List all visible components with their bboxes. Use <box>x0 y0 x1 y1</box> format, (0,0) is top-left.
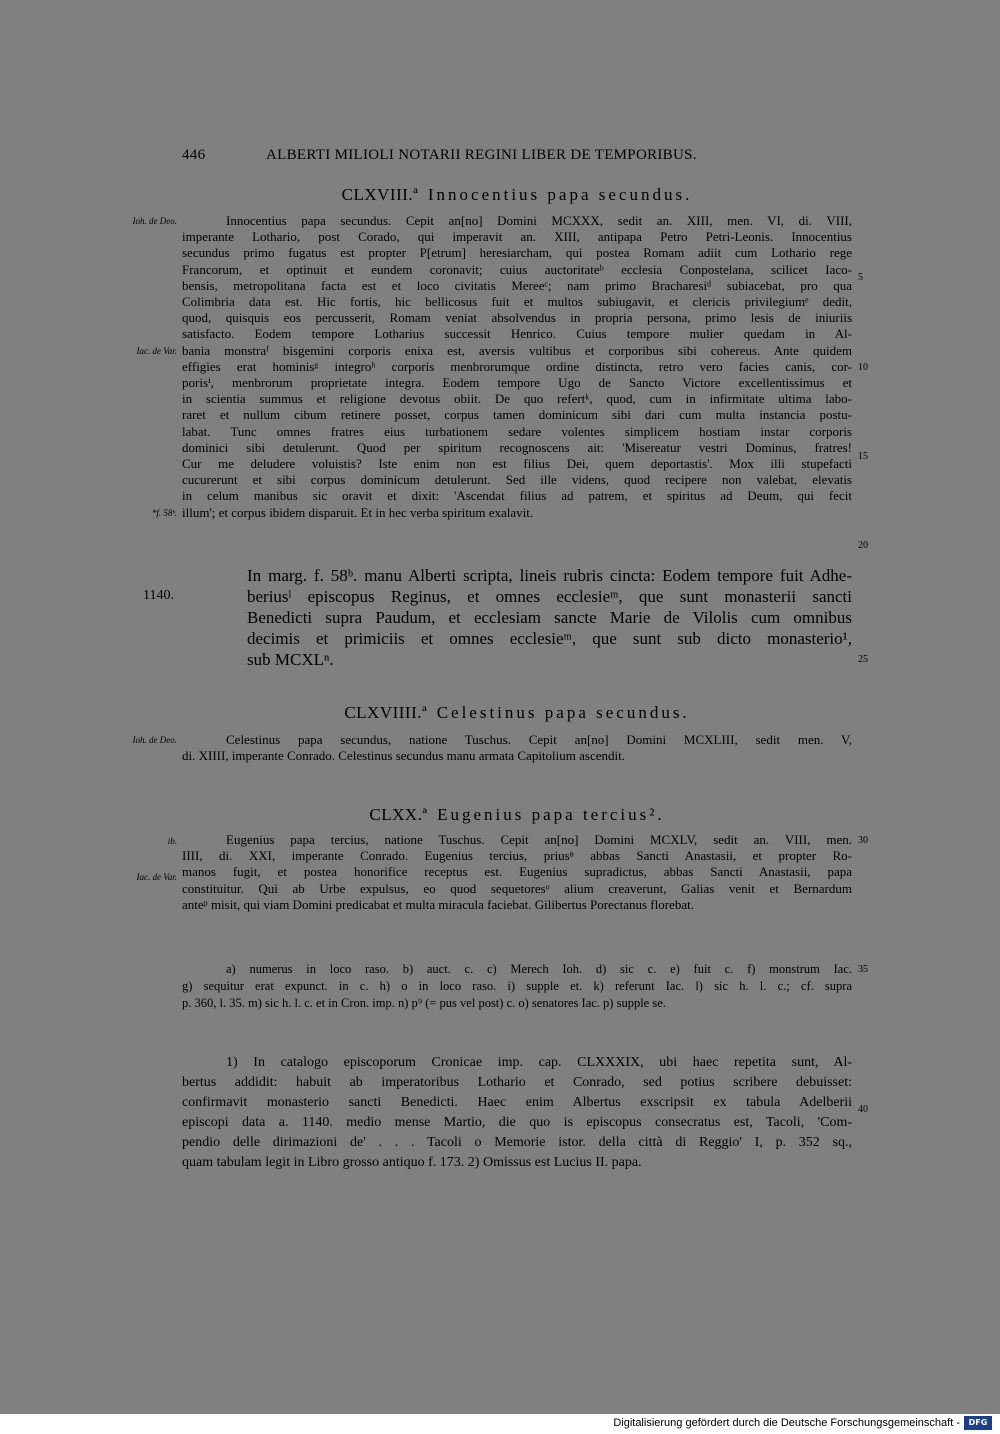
text-line: In marg. f. 58ᵇ. manu Alberti scripta, lineis rubris cincta: Eodem tempore fuit Adhe- <box>247 566 852 585</box>
text-line: Cur me deludere voluistis? Iste enim non est filius Dei, quem deportastis'. Mox illi stupefacti <box>182 456 852 472</box>
text-line: Eugenius papa tercius, natione Tuschus. Cepit an[no] Domini MCXLV, sedit an. VIII, men. <box>226 832 852 847</box>
note-line: confirmavit monasterio sancti Benedicti. Haec enim Albertus exscripsit ex tabula Adelberii <box>182 1095 852 1110</box>
text-line: bensis, metropolitana facta est et loco civitatis Mereeᶜ; nam primo Bracharesiᵈ subiacebat, pro qua <box>182 277 852 293</box>
note-line: g) sequitur erat expunct. in c. h) o in loco raso. i) supple et. k) referunt Iac. l) sic h. l. c.; cf. supra <box>182 979 852 993</box>
text-line: secundus primo fugatus est propter P[etrum] heresiarcham, qui postea Romam adiit cum Lothario rege <box>182 245 852 261</box>
paragraph-celestinus <box>182 732 852 764</box>
note-line: episcopi data a. 1140. medio mense Martio, die quo is episcopus consecratus est, Tacoli, 'Com- <box>182 1115 852 1130</box>
paragraph-innocentius <box>182 213 852 521</box>
heading-number: CLXVIII.ª <box>341 185 419 204</box>
chapter-heading-clxx <box>182 805 852 825</box>
chapter-heading-clxviiii <box>182 703 852 723</box>
text-line: imperante Lothario, post Corado, qui imperavit an. XIII, antipapa Petro Petri-Leonis. Innocentius <box>182 229 852 245</box>
commentary-notes <box>182 1053 852 1173</box>
paragraph-eugenius <box>182 832 852 913</box>
note-line: 1) In catalogo episcoporum Cronicae imp. cap. CLXXXIX, ubi haec repetita sunt, Al- <box>226 1055 852 1070</box>
text-line: di. XIIII, imperante Conrado. Celestinus secundus manu armata Capitolium ascendit. <box>182 748 625 764</box>
line-number: 35 <box>858 964 868 975</box>
text-line: illum'; et corpus ibidem disparuit. Et in hec verba spiritum exalavit. <box>182 504 534 520</box>
text-line: Celestinus papa secundus, natione Tuschus. Cepit an[no] Domini MCXLIII, sedit men. V, <box>226 732 852 747</box>
text-line: constituitur. Qui ab Urbe expulsus, eo quod sequetoresᵒ alium creaverunt, Galias venit et Bernardum <box>182 880 852 896</box>
line-number: 10 <box>858 362 868 373</box>
margin-source: Iac. de Var. <box>136 346 177 356</box>
line-number: 30 <box>858 835 868 846</box>
text-line: Colimbria data est. Hic fortis, hic bellicosus fuit et multos subiugavit, et clericis privilegiumᵉ dedit, <box>182 294 852 310</box>
text-line: IIII, di. XXI, imperante Conrado. Eugenius tercius, priusⁿ abbas Sancti Anastasii, et propter Ro- <box>182 848 852 864</box>
text-line: effigies erat hominisᵍ integroʰ corporis menbrorumque ordine distincta, retro vero facies canis, cor- <box>182 358 852 374</box>
text-line: raret et nullum cibum retinere posset, corpus tamen dominicum sibi dari cum multa instancia postu- <box>182 407 852 423</box>
line-number: 25 <box>858 654 868 665</box>
marginal-insert <box>247 565 852 670</box>
note-line: p. 360, l. 35. m) sic h. l. c. et in Cron. imp. n) p⁹ (= pus vel post) c. o) senatores Iac. p) supple se. <box>182 996 666 1010</box>
running-title: ALBERTI MILIOLI NOTARII REGINI LIBER DE TEMPORIBUS. <box>266 147 697 163</box>
text-line: decimis et primiciis et omnes ecclesieᵐ, que sunt sub dicto monasterio¹, <box>247 629 852 648</box>
text-line: beriusˡ episcopus Reginus, et omnes ecclesieᵐ, que sunt monasterii sancti <box>247 587 852 606</box>
text-line: Innocentius papa secundus. Cepit an[no] Domini MCXXX, sedit an. XIII, men. VI, di. VIII, <box>226 213 852 228</box>
text-line: labat. Tunc omnes fratres eius turbationem sedare volentes simplicem hostiam instar corporis <box>182 423 852 439</box>
note-line: a) numerus in loco raso. b) auct. c. c) Merech Ioh. d) sic c. e) fuit c. f) monstrum Iac. <box>226 962 852 976</box>
page-number: 446 <box>182 147 206 163</box>
text-line: porisⁱ, menbrorum proprietate integra. Eodem tempore Ugo de Sancto Victore excellentissimus et <box>182 375 852 391</box>
note-line: quam tabulam legit in Libro grosso antiquo f. 173. 2) Omissus est Lucius II. papa. <box>182 1155 642 1170</box>
text-line: in scientia summus et religione devotus obiit. De quo refertᵏ, quod, cum in infirmitate ultima labo- <box>182 391 852 407</box>
margin-year: 1140. <box>143 588 174 603</box>
text-line: quod, quisquis eos percusserit, Romam veniat absolvendus in propria persona, primo lesis de iniuriis <box>182 310 852 326</box>
heading-title: Innocentius papa secundus. <box>427 185 693 204</box>
line-number: 40 <box>858 1104 868 1115</box>
text-line: manos fugit, et postea honorifice receptus est. Eugenius supradictus, abbas Sancti Anastasii, papa <box>182 864 852 880</box>
note-line: pendio delle dirimazioni de' . . . Tacoli o Memorie istor. della città di Reggio' I, p. 352 sq., <box>182 1135 852 1150</box>
margin-source: Iac. de Var. <box>136 872 177 882</box>
text-line: sub MCXLⁿ. <box>247 650 334 669</box>
margin-source: Ioh. de Deo. <box>132 735 177 745</box>
text-line: Francorum, et optinuit et eundem coronavit; cuius auctoritateᵇ ecclesia Conpostelana, scilicet Iaco- <box>182 261 852 277</box>
text-line: Benedicti supra Paudum, et ecclesiam sancte Marie de Vilolis cum omnibus <box>247 608 852 627</box>
text-line: satisfacto. Eodem tempore Lotharius successit Henrico. Cuius tempore mulier quedam in Al- <box>182 326 852 342</box>
heading-title: Eugenius papa tercius². <box>437 805 665 824</box>
text-line: bania monstraᶠ bisgemini corporis enixa est, aversis vultibus et corporibus sibi cohereus. Ante quidem <box>182 342 852 358</box>
margin-source: Ioh. de Deo. <box>132 216 177 226</box>
text-line: dominici sibi detulerunt. Quod per spiritum recognoscens ait: 'Misereatur vestri Dominus, fratres! <box>182 439 852 455</box>
heading-title: Celestinus papa secundus. <box>436 703 690 722</box>
text-line: cucurerunt et sibi corpus dominicum detulerunt. Sed ille videns, quod recipere non valebat, elevatis <box>182 472 852 488</box>
text-line: in celum manibus sic oravit et dixit: 'Ascendat filius ad patrem, et spiritus ad Deum, qui fecit <box>182 488 852 504</box>
heading-number: CLXVIIII.ª <box>344 703 428 722</box>
line-number: 5 <box>858 272 863 283</box>
margin-folio: *f. 58ᵇ. <box>151 508 177 518</box>
line-number: 15 <box>858 451 868 462</box>
heading-number: CLXX.ª <box>369 805 428 824</box>
note-line: bertus addidit: habuit ab imperatoribus Lothario et Conrado, sed potius scribere debuisset: <box>182 1075 852 1090</box>
apparatus-notes <box>182 961 852 1012</box>
margin-source: ib. <box>167 836 177 846</box>
funding-notice: Digitalisierung gefördert durch die Deutsche Forschungsgemeinschaft - <box>613 1417 960 1429</box>
text-line: anteᵖ misit, qui viam Domini predicabat et multa miracula faciebat. Gilibertus Porectanus florebat. <box>182 896 694 912</box>
line-number: 20 <box>858 540 868 551</box>
chapter-heading-clxviii <box>182 185 852 205</box>
dfg-logo-icon: DFG <box>964 1416 992 1430</box>
